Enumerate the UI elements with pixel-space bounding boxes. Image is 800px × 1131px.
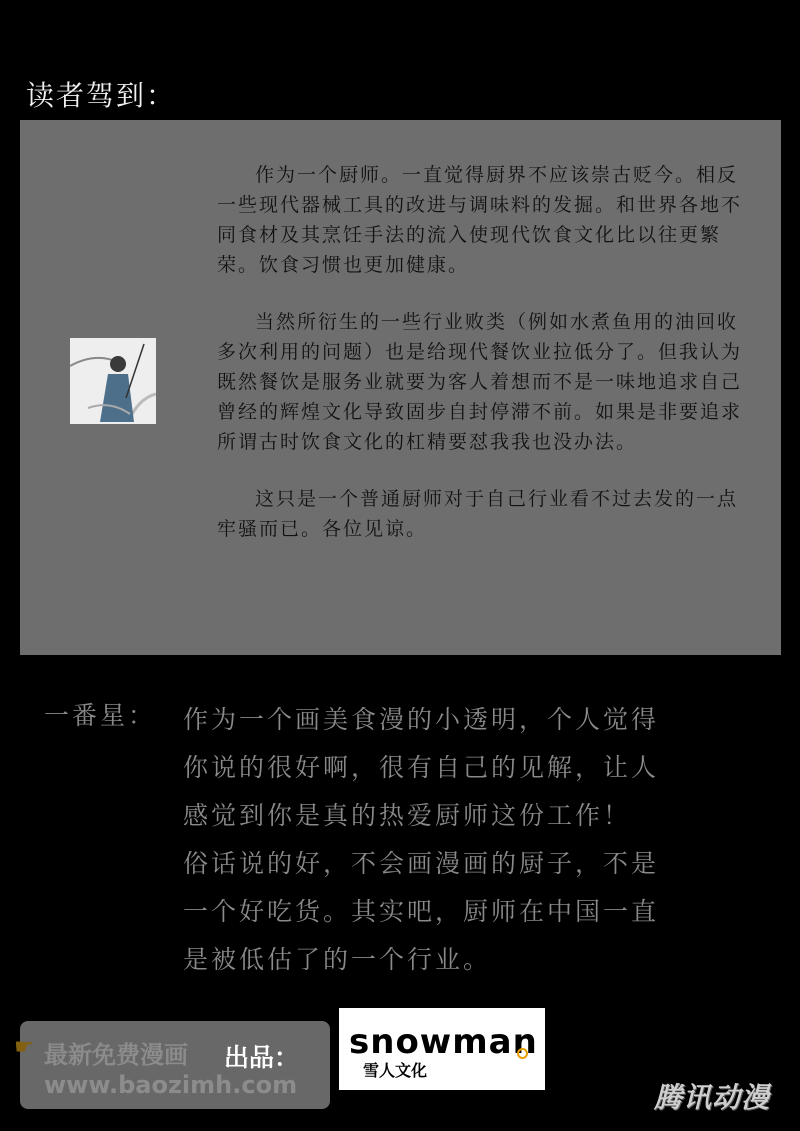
watermark-url[interactable]: www.baozimh.com xyxy=(44,1071,298,1099)
reader-letter-card xyxy=(20,120,781,655)
studio-logo xyxy=(339,1008,545,1090)
logo-chinese: 雪人文化 xyxy=(363,1061,428,1080)
reply-body xyxy=(183,696,763,984)
letter-body xyxy=(217,160,747,571)
watermark-title: 最新免费漫画 xyxy=(44,1041,188,1069)
reply-line: 俗话说的好，不会画漫画的厨子，不是 xyxy=(183,849,660,878)
letter-paragraph: 作为一个厨师。一直觉得厨界不应该崇古贬今。相反一些现代器械工具的改进与调味料的发掘。和世界各地不同食材及其烹饪手法的流入使现代饮食文化比以往更繁荣。饮食习惯也更加健康。 xyxy=(217,164,743,276)
reply-line: 作为一个画美食漫的小透明，个人觉得 xyxy=(183,705,660,734)
reader-avatar xyxy=(70,338,156,424)
reply-line: 一个好吃货。其实吧，厨师在中国一直 xyxy=(183,897,660,926)
reply-line: 你说的很好啊，很有自己的见解，让人 xyxy=(183,753,660,782)
letter-paragraph: 这只是一个普通厨师对于自己行业看不过去发的一点牢骚而已。各位见谅。 xyxy=(217,488,739,540)
logo-wordmark: snowman xyxy=(349,1022,538,1062)
page-title: 读者驾到： xyxy=(26,79,177,112)
reply-line: 感觉到你是真的热爱厨师这份工作！ xyxy=(183,801,632,830)
reply-line: 是被低估了的一个行业。 xyxy=(183,945,492,974)
producer-label: 出品： xyxy=(224,1043,300,1072)
letter-paragraph: 当然所衍生的一些行业败类（例如水煮鱼用的油回收多次利用的问题）也是给现代餐饮业拉低分了。但我认为既然餐饮是服务业就要为客人着想而不是一味地追求自己曾经的辉煌文化导致固步自封停滞不前。如果是非要追求所谓古时饮食文化的杠精要怼我我也没办法。 xyxy=(217,311,743,453)
logo-dot-icon xyxy=(517,1048,528,1059)
reply-author: 一番星： xyxy=(44,701,157,730)
platform-brand: 腾讯动漫 xyxy=(654,1081,771,1114)
avatar-illustration xyxy=(70,338,156,424)
pointing-hand-icon: ☛ xyxy=(14,1035,34,1060)
